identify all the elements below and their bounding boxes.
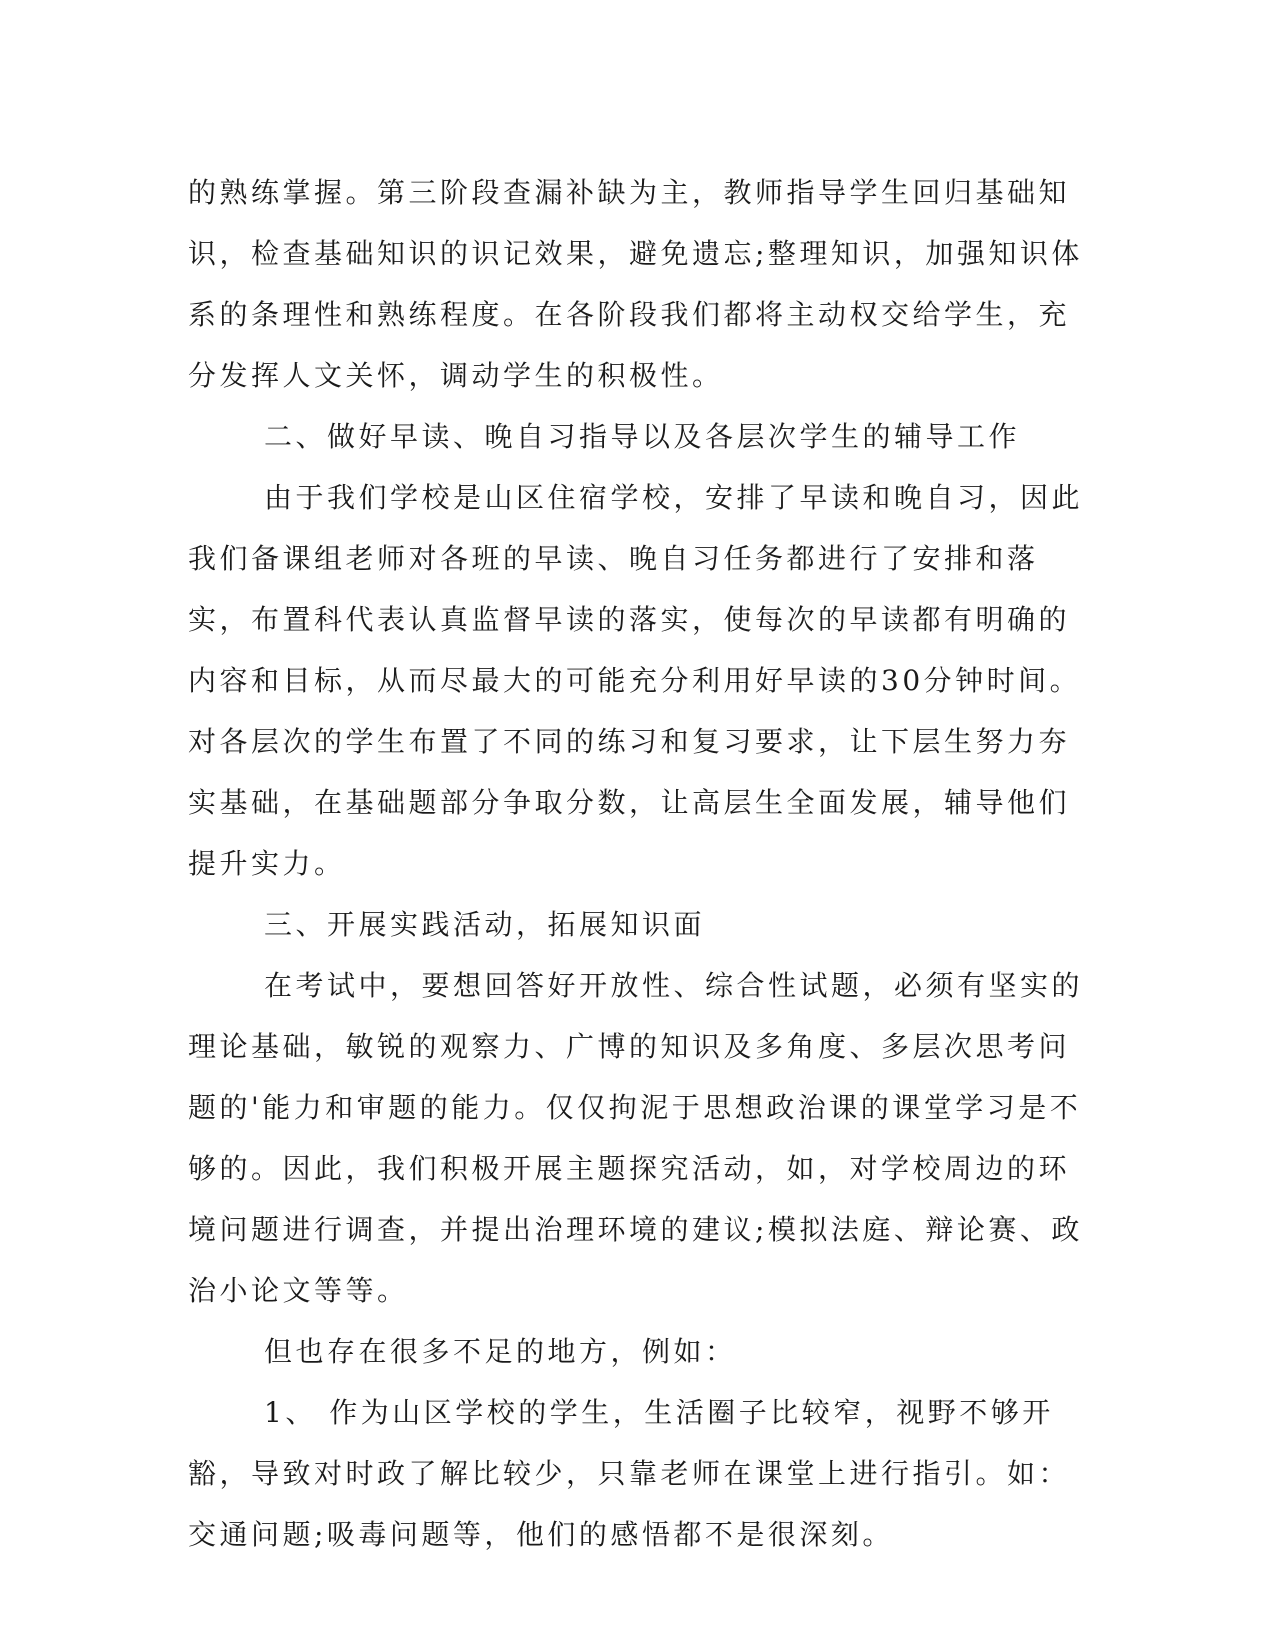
paragraph-continuation: 的熟练掌握。第三阶段查漏补缺为主，教师指导学生回归基础知识，检查基础知识的识记效果，避免遗忘;整理知识，加强知识体系的条理性和熟练程度。在各阶段我们都将主动权交给学生，充分发挥人文关怀，调动学生的积极性。 — [188, 176, 1083, 392]
paragraph-shortcomings-intro: 但也存在很多不足的地方，例如： — [264, 1335, 737, 1368]
list-item-1: 1、 作为山区学校的学生，生活圈子比较窄，视野不够开豁，导致对时政了解比较少，只靠老师在课堂上进行指引。如：交通问题;吸毒问题等，他们的感悟都不是很深刻。 — [188, 1396, 1071, 1551]
section-heading-2: 二、做好早读、晚自习指导以及各层次学生的辅导工作 — [264, 420, 1021, 453]
paragraph-morning-reading: 由于我们学校是山区住宿学校，安排了早读和晚自习，因此我们备课组老师对各班的早读、晚自习任务都进行了安排和落实，布置科代表认真监督早读的落实，使每次的早读都有明确的内容和目标，从而尽最大的可能充分利用好早读的30分钟时间。对各层次的学生布置了不同的练习和复习要求，让下层生努力夯实基础，在基础题部分争取分数，让高层生全面发展，辅导他们提升实力。 — [188, 481, 1084, 880]
paragraph-practice-activities: 在考试中，要想回答好开放性、综合性试题，必须有坚实的理论基础，敏锐的观察力、广博的知识及多角度、多层次思考问题的'能力和审题的能力。仅仅拘泥于思想政治课的课堂学习是不够的。因此，我们积极开展主题探究活动，如，对学校周边的环境问题进行调查，并提出治理环境的建议;模拟法庭、辩论赛、政治小论文等等。 — [188, 969, 1084, 1307]
section-heading-3: 三、开展实践活动，拓展知识面 — [264, 908, 706, 941]
document-body — [188, 162, 1088, 1565]
